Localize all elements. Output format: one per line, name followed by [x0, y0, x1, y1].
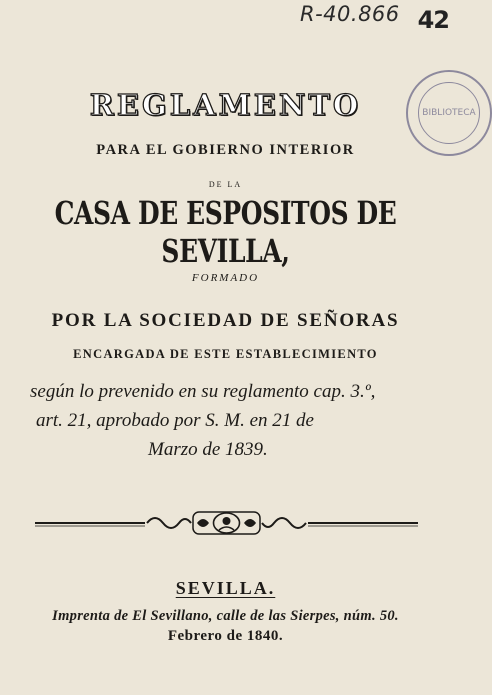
handwritten-note [30, 377, 425, 464]
connector-text: DE LA [208, 180, 243, 189]
stamp-text: BIBLIOTECA [422, 108, 476, 118]
imprint-date: Febrero de 1840. [167, 628, 284, 644]
handwritten-line-1: según lo prevenido en su reglamento cap. 3.º, [30, 381, 376, 402]
responsible-text: ENCARGADA DE ESTE ESTABLECIMIENTO [73, 347, 378, 361]
institution-name: CASA DE ESPOSITOS DE SEVILLA, [54, 194, 397, 270]
document-title: REGLAMENTO [89, 88, 362, 122]
imprint-city: SEVILLA. [175, 578, 276, 598]
shelfmark: R-40.866 [300, 2, 400, 26]
formed-text: FORMADO [191, 272, 260, 284]
document-subtitle: PARA EL GOBIERNO INTERIOR [96, 142, 355, 158]
society-name: POR LA SOCIEDAD DE SEÑORAS [51, 310, 400, 331]
ornament-divider [35, 510, 418, 536]
handwritten-line-3: Marzo de 1839. [148, 439, 268, 460]
page-number: 42 [417, 6, 449, 34]
handwritten-line-2: art. 21, aprobado por S. M. en 21 de [36, 410, 314, 431]
imprint-press: Imprenta de El Sevillano, calle de las Sierpes, núm. 50. [52, 608, 399, 624]
